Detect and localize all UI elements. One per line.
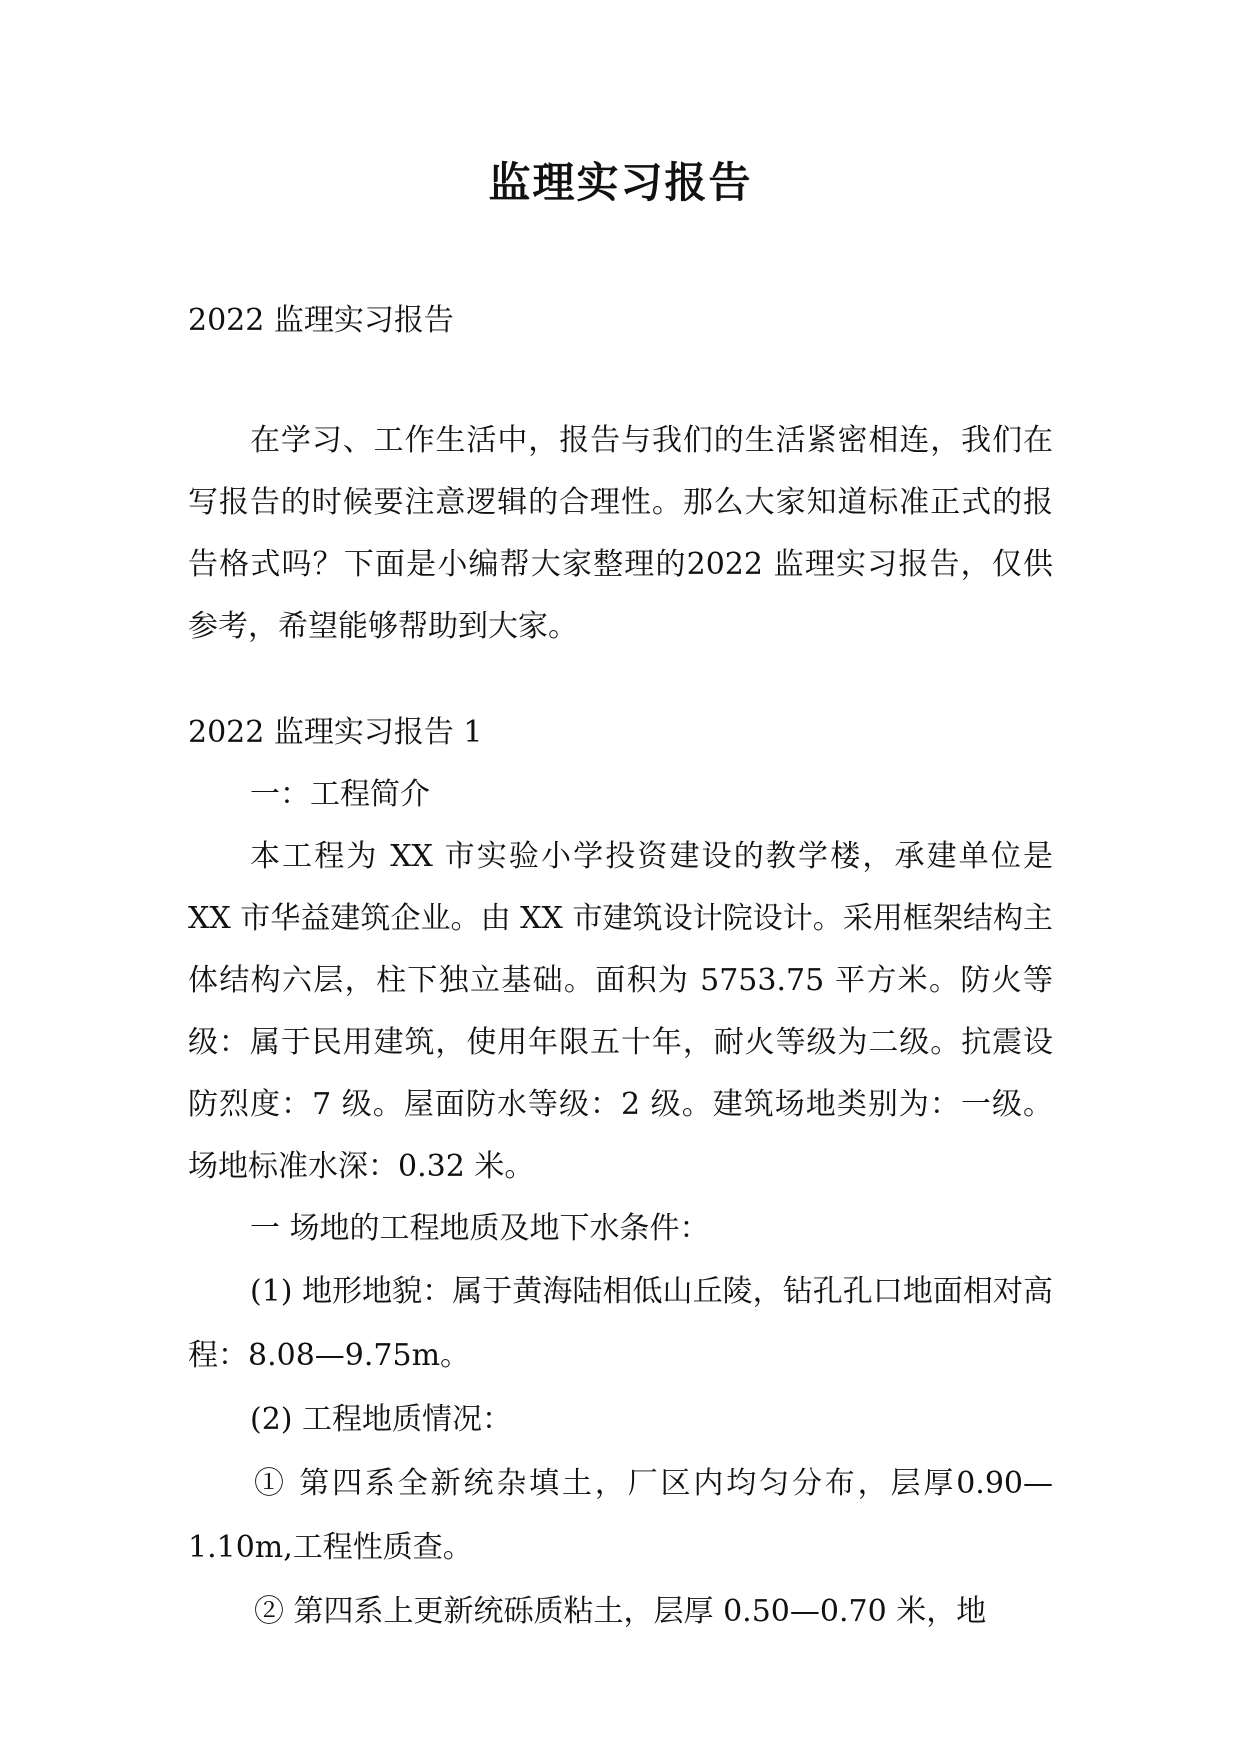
geology-condition-heading: (2) 工程地质情况： xyxy=(250,1402,513,1437)
section-heading: 2022 监理实习报告 1 xyxy=(188,715,483,750)
terrain-paragraph: (1) 地形地貌：属于黄海陆相低山丘陵，钻孔孔口地面相对高程：8.08—9.75m。 xyxy=(188,1274,1053,1373)
part-heading: 一：工程简介 xyxy=(250,777,430,812)
intro-paragraph: 在学习、工作生活中，报告与我们的生活紧密相连，我们在写报告的时候要注意逻辑的合理性。那么大家知道标准正式的报告格式吗？下面是小编帮大家整理的2022 监理实习报告，仅供参考，希望能够帮助到大家。 xyxy=(188,423,1053,644)
document-title: 监理实习报告 xyxy=(488,158,753,207)
project-intro-paragraph: 本工程为 XX 市实验小学投资建设的教学楼，承建单位是 XX 市华益建筑企业。由 XX 市建筑设计院设计。采用框架结构主体结构六层，柱下独立基础。面积为 5753.75 平方米。防火等级：属于民用建筑，使用年限五十年，耐火等级为二级。抗震设防烈度：7 级。屋面防水等级：2 级。建筑场地类别为：一级。场地标准水深：0.32 米。 xyxy=(188,839,1053,1184)
geology-heading: 一 场地的工程地质及地下水条件： xyxy=(250,1211,710,1246)
layer-2-paragraph: ② 第四系上更新统砾质粘土，层厚 0.50—0.70 米，地 xyxy=(254,1594,987,1629)
document-body xyxy=(188,290,1053,1644)
document-subtitle: 2022 监理实习报告 xyxy=(188,303,454,338)
layer-1-paragraph: ① 第四系全新统杂填土，厂区内均匀分布，层厚0.90—1.10m,工程性质查。 xyxy=(188,1466,1053,1565)
